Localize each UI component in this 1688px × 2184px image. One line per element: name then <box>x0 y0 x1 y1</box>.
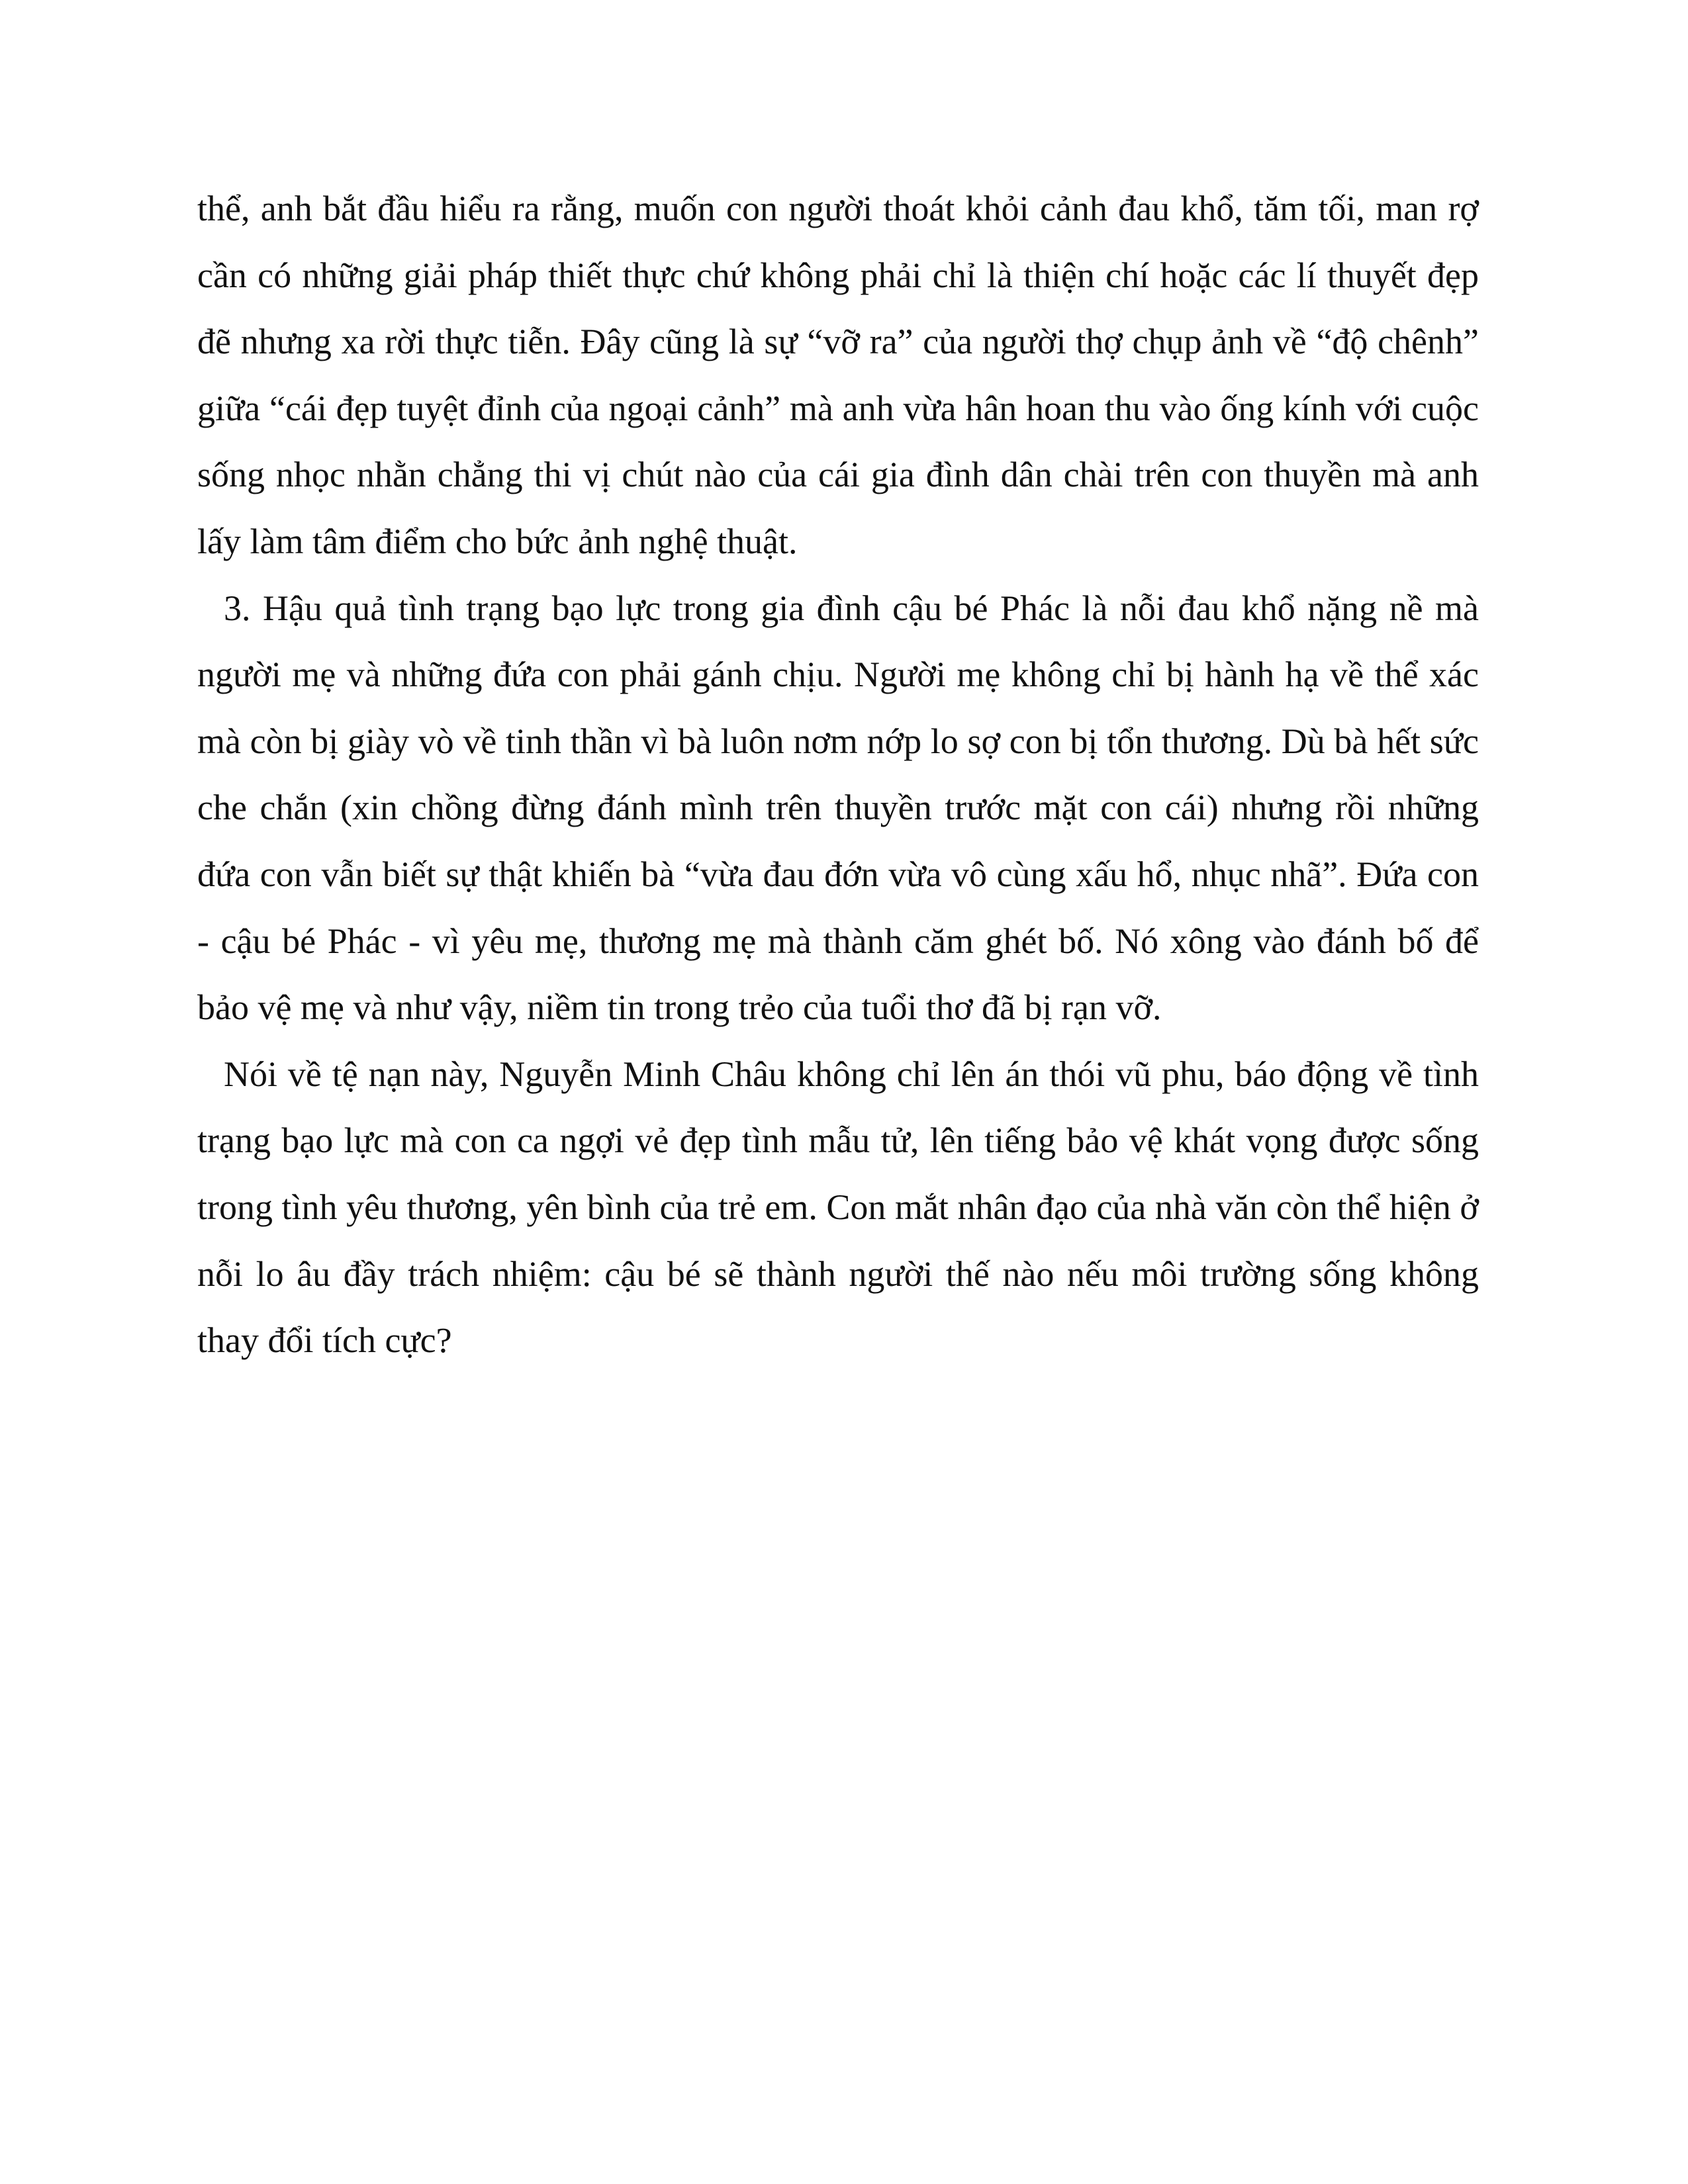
body-text <box>197 175 1479 1374</box>
paragraph-continuation: thể, anh bắt đầu hiểu ra rằng, muốn con người thoát khỏi cảnh đau khổ, tăm tối, man rợ cần có những giải pháp thiết thực chứ không phải chỉ là thiện chí hoặc các lí thuyết đẹp đẽ nhưng xa rời thực tiễn. Đây cũng là sự “vỡ ra” của người thợ chụp ảnh về “độ chênh” giữa “cái đẹp tuyệt đỉnh của ngoại cảnh” mà anh vừa hân hoan thu vào ống kính với cuộc sống nhọc nhằn chẳng thi vị chút nào của cái gia đình dân chài trên con thuyền mà anh lấy làm tâm điểm cho bức ảnh nghệ thuật. <box>197 189 1479 561</box>
paragraph-conclusion: Nói về tệ nạn này, Nguyễn Minh Châu không chỉ lên án thói vũ phu, báo động về tình trạng bạo lực mà con ca ngợi vẻ đẹp tình mẫu tử, lên tiếng bảo vệ khát vọng được sống trong tình yêu thương, yên bình của trẻ em. Con mắt nhân đạo của nhà văn còn thể hiện ở nỗi lo âu đầy trách nhiệm: cậu bé sẽ thành người thế nào nếu môi trường sống không thay đổi tích cực? <box>197 1054 1479 1361</box>
paragraph-point-3: 3. Hậu quả tình trạng bạo lực trong gia đình cậu bé Phác là nỗi đau khổ nặng nề mà người mẹ và những đứa con phải gánh chịu. Người mẹ không chỉ bị hành hạ về thể xác mà còn bị giày vò về tinh thần vì bà luôn nơm nớp lo sợ con bị tổn thương. Dù bà hết sức che chắn (xin chồng đừng đánh mình trên thuyền trước mặt con cái) nhưng rồi những đứa con vẫn biết sự thật khiến bà “vừa đau đớn vừa vô cùng xấu hổ, nhục nhã”. Đứa con - cậu bé Phác - vì yêu mẹ, thương mẹ mà thành căm ghét bố. Nó xông vào đánh bố để bảo vệ mẹ và như vậy, niềm tin trong trẻo của tuổi thơ đã bị rạn vỡ. <box>197 588 1479 1028</box>
